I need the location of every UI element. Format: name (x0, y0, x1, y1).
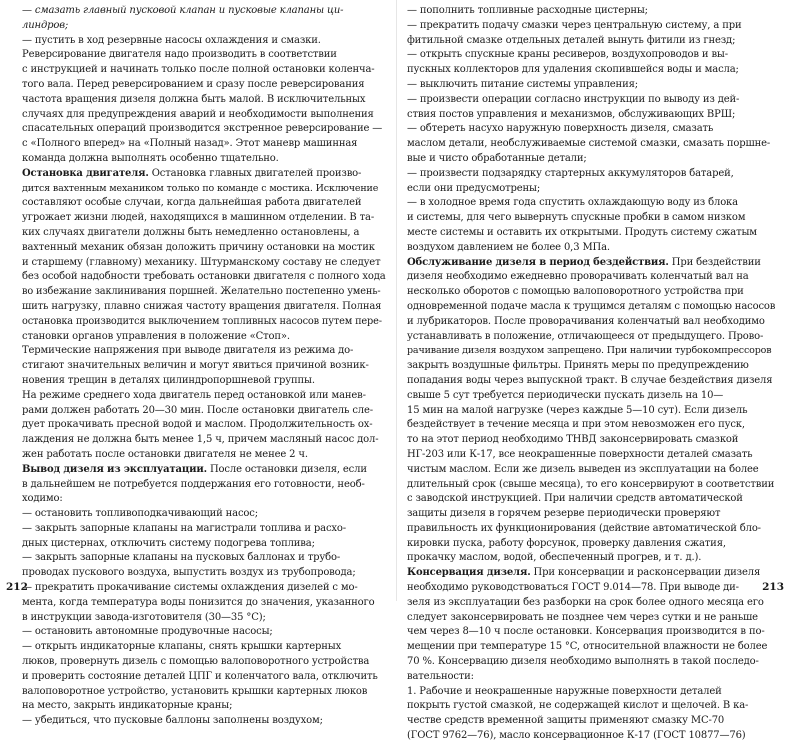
right-text-line (407, 640, 779, 655)
left-text-line (22, 182, 386, 197)
line-text: — произвести операции согласно инструкции по выводу из дей- (407, 93, 740, 105)
line-text: 15 мин на малой нагрузке (через каждые 5—10 сут). Если дизель (407, 404, 748, 416)
line-text: несколько оборотов с помощью валоповоротного устройства при (407, 286, 744, 298)
line-text: месте системы и оставить их открытыми. Продуть систему сжатым (407, 226, 757, 238)
line-text: — закрыть запорные клапаны на пусковых баллонах и трубо- (22, 552, 341, 564)
line-text: воздухом давлением не более 0,3 МПа. (407, 241, 610, 253)
line-text: правильность их функционирования (действие автоматической бло- (407, 522, 761, 534)
left-text-line (22, 374, 386, 389)
right-text-line (407, 522, 779, 537)
section-lead-text: После остановки дизеля, если (206, 463, 367, 475)
right-text-line (407, 122, 779, 137)
right-text-line (407, 137, 779, 152)
line-text: закрыть воздушные фильтры. Принять меры по предупреждению (407, 360, 749, 372)
left-text-line (22, 537, 386, 552)
left-text-line (22, 522, 386, 537)
line-text: и лубрикаторов. После проворачивания коленчатый вал необходимо (407, 315, 765, 327)
right-text-line (407, 729, 779, 744)
left-text-line (22, 63, 386, 78)
line-text: то на этот период необходимо ТНВД законсервировать смазкой (407, 434, 739, 446)
line-text: — открыть индикаторные клапаны, снять крышки картерных (22, 641, 342, 653)
line-text: чистым маслом. Если же дизель выведен из эксплуатации на более (407, 463, 759, 475)
line-text: мещении при температуре 15 °C, относительной влажности не более (407, 641, 768, 653)
left-text-line (22, 625, 386, 640)
line-text: — убедиться, что пусковые баллоны заполнены воздухом; (22, 715, 323, 727)
line-text: с заводской инструкцией. При наличии средств автоматической (407, 493, 743, 505)
left-text-line (22, 226, 386, 241)
left-text-line (22, 685, 386, 700)
section-heading: Вывод дизеля из эксплуатации. (22, 463, 207, 475)
line-text: Термические напряжения при выводе двигателя из режима до- (22, 345, 354, 357)
line-text: прокачку маслом, водой, обеспеченный прогрев, и т. д.). (407, 552, 702, 564)
left-text-line (22, 463, 386, 478)
line-text: и старшему (главному) механику. Штурманскому составу не следует (22, 256, 381, 268)
left-text-line (22, 330, 386, 345)
line-text: рачивание дизеля воздухом запрещено. При наличии турбокомпрессоров (407, 345, 772, 357)
line-text: вахтенный механик обязан доложить причину остановки на мостик (22, 241, 375, 253)
line-text: — прекратить прокачивание системы охлаждения дизелей с мо- (22, 582, 358, 594)
section-lead-text: При консервации и расконсервации дизеля (530, 567, 761, 579)
line-text: рами должен работать 20—30 мин. После остановки двигатель сле- (22, 404, 373, 416)
line-text: НГ-203 или К-17, все неокрашенные поверхности деталей смазать (407, 448, 753, 460)
line-text: спасательных операций производится экстренное реверсирование — (22, 123, 383, 135)
left-page-text (22, 4, 386, 729)
right-text-line (407, 300, 779, 315)
right-text-line (407, 374, 779, 389)
left-text-line (22, 418, 386, 433)
line-text: линдров; (22, 19, 69, 31)
line-text: 70 %. Консервацию дизеля необходимо выполнять в такой последо- (407, 656, 759, 668)
line-text: ходимо: (22, 493, 63, 505)
left-text-line (22, 285, 386, 300)
left-text-line (22, 137, 386, 152)
line-text: — выключить питание системы управления; (407, 78, 638, 90)
left-text-line (22, 34, 386, 49)
line-text: — пополнить топливные расходные цистерны; (407, 5, 648, 16)
line-text: бездействует в течение месяца и при этом невозможен его пуск, (407, 419, 745, 431)
line-text: люков, провернуть дизель с помощью валоповоротного устройства (22, 656, 370, 668)
line-text: одновременной подаче масла к трущимся деталям с помощью насосов (407, 300, 776, 312)
left-text-line (22, 196, 386, 211)
line-text: следует законсервировать не позднее чем через сутки и не раньше (407, 611, 758, 623)
right-text-line (407, 152, 779, 167)
line-text: — прекратить подачу смазки через центральную систему, а при (407, 19, 742, 31)
right-text-line (407, 108, 779, 123)
right-text-line (407, 625, 779, 640)
left-text-line (22, 670, 386, 685)
right-text-line (407, 196, 779, 211)
right-text-line (407, 492, 779, 507)
line-text: — обтереть насухо наружную поверхность дизеля, смазать (407, 123, 714, 135)
left-text-line (22, 270, 386, 285)
line-text: становки органов управления в положение «Стоп». (22, 330, 290, 342)
line-text: без особой надобности требовать остановки двигателя с полного хода (22, 271, 386, 283)
left-text-line (22, 611, 386, 626)
line-text: свыше 5 сут требуется периодически пускать дизель на 10— (407, 389, 724, 401)
line-text: покрыть густой смазкой, не содержащей кислот и щелочей. В ка- (407, 700, 749, 712)
line-text: ствия постов управления и механизмов, обслуживающих ВРШ; (407, 108, 736, 120)
right-text-line (407, 315, 779, 330)
line-text: с инструкцией и начинать только после полной остановки коленча- (22, 64, 375, 76)
left-text-line (22, 404, 386, 419)
line-text: необходимо руководствоваться ГОСТ 9.014—78. При выводе ди- (407, 582, 739, 594)
line-text: — пустить в ход резервные насосы охлаждения и смазки. (22, 34, 321, 46)
right-text-line (407, 670, 779, 685)
left-text-line (22, 78, 386, 93)
line-text: — произвести подзарядку стартерных аккумуляторов батарей, (407, 167, 734, 179)
line-text: в инструкции завода-изготовителя (30—35 °C); (22, 611, 266, 623)
line-text: дизеля необходимо ежедневно проворачивать коленчатый вал на (407, 271, 749, 283)
line-text: и системы, для чего вывернуть спускные пробки в самом низком (407, 212, 746, 224)
line-text: маслом детали, необслуживаемые системой смазки, смазать поршне- (407, 138, 771, 150)
line-text: жен работать после остановки двигателя не менее 2 ч. (22, 448, 308, 460)
line-text: Реверсирование двигателя надо производить в соответствии (22, 49, 337, 61)
left-text-line (22, 93, 386, 108)
line-text: команда должна выполнять особенно тщательно. (22, 152, 279, 164)
left-text-line (22, 167, 386, 182)
left-page (0, 0, 397, 727)
line-text: шить нагрузку, плавно снижая частоту вращения двигателя. Полная (22, 300, 382, 312)
section-heading: Обслуживание дизеля в период бездействия. (407, 256, 669, 268)
left-text-line (22, 152, 386, 167)
right-text-line (407, 93, 779, 108)
left-text-line (22, 596, 386, 611)
right-text-line (407, 344, 779, 359)
right-text-line (407, 211, 779, 226)
line-text: новения трещин в деталях цилиндропоршневой группы. (22, 374, 315, 386)
line-text: с «Полного вперед» на «Полный назад». Этот маневр машинная (22, 138, 358, 150)
line-text: составляют особые случаи, когда дальнейшая работа двигателей (22, 197, 362, 209)
right-text-line (407, 19, 779, 34)
left-text-line (22, 492, 386, 507)
right-text-line (407, 611, 779, 626)
left-text-line (22, 640, 386, 655)
left-text-line (22, 300, 386, 315)
left-text-line (22, 566, 386, 581)
left-text-line (22, 581, 386, 596)
right-text-line (407, 685, 779, 700)
right-text-line (407, 63, 779, 78)
line-text: на место, закрыть индикаторные краны; (22, 700, 233, 712)
right-text-line (407, 596, 779, 611)
line-text: частота вращения дизеля должна быть малой. В исключительных (22, 93, 366, 105)
left-text-line (22, 19, 386, 34)
line-text: и проверить состояние деталей ЦПГ и коленчатого вала, отключить (22, 670, 378, 682)
line-text: ких случаях двигатели должны быть немедленно остановлены, а (22, 226, 360, 238)
section-heading: Консервация дизеля. (407, 567, 531, 579)
right-text-line (407, 34, 779, 49)
right-text-line (407, 270, 779, 285)
line-text: дных цистернах, отключить систему подогрева топлива; (22, 537, 315, 549)
right-text-line (407, 433, 779, 448)
line-text: На режиме среднего хода двигатель перед остановкой или манев- (22, 389, 366, 401)
line-text: — остановить автономные продувочные насосы; (22, 626, 273, 638)
left-text-line (22, 699, 386, 714)
right-text-line (407, 226, 779, 241)
line-text: лаждения не должна быть менее 1,5 ч, причем масляный насос дол- (22, 434, 379, 446)
left-text-line (22, 359, 386, 374)
right-text-line (407, 404, 779, 419)
right-text-line (407, 389, 779, 404)
line-text: случаях для предупреждения аварий и необходимости выполнения (22, 108, 374, 120)
left-text-line (22, 655, 386, 670)
left-text-line (22, 315, 386, 330)
line-text: валоповоротное устройство, установить крышки картерных люков (22, 685, 368, 697)
right-text-line (407, 78, 779, 93)
line-text: вые и чисто обработанные детали; (407, 152, 587, 164)
left-text-line (22, 433, 386, 448)
right-text-line (407, 699, 779, 714)
line-text: 1. Рабочие и неокрашенные наружные поверхности деталей (407, 685, 722, 697)
left-text-line (22, 478, 386, 493)
right-text-line (407, 551, 779, 566)
line-text: если они предусмотрены; (407, 182, 541, 194)
right-text-line (407, 655, 779, 670)
line-text: — в холодное время года спустить охлаждающую воду из блока (407, 197, 738, 209)
right-text-line (407, 463, 779, 478)
line-text: во избежание заклинивания поршней. Желательно постепенно умень- (22, 286, 381, 298)
right-text-line (407, 359, 779, 374)
section-lead-text: Остановка главных двигателей произво- (148, 167, 362, 179)
line-text: длительный срок (свыше месяца), то его консервируют в соответствии (407, 478, 775, 490)
line-text: чем через 8—10 ч после остановки. Консервация производится в по- (407, 626, 765, 638)
line-text: вательности: (407, 670, 474, 682)
line-text: (ГОСТ 9762—76), масло консервационное К-17 (ГОСТ 10877—76) (407, 730, 746, 742)
line-text: — смазать главный пусковой клапан и пусковые клапаны ци- (22, 5, 344, 16)
right-text-line (407, 4, 779, 19)
line-text: — открыть спускные краны ресиверов, воздухопроводов и вы- (407, 49, 728, 61)
right-text-line (407, 241, 779, 256)
line-text: дует прокачивать пресной водой и маслом. Продолжительность ох- (22, 419, 373, 431)
left-text-line (22, 211, 386, 226)
right-text-line (407, 182, 779, 197)
left-text-line (22, 389, 386, 404)
left-text-line (22, 241, 386, 256)
left-text-line (22, 108, 386, 123)
right-text-line (407, 48, 779, 63)
line-text: — остановить топливоподкачивающий насос; (22, 508, 258, 520)
line-text: в дальнейшем не потребуется поддержания его готовности, необ- (22, 478, 365, 490)
left-text-line (22, 344, 386, 359)
right-page (397, 0, 794, 742)
right-text-line (407, 167, 779, 182)
line-text: попадания воды через выпускной тракт. В случае бездействия дизеля (407, 374, 773, 386)
left-text-line (22, 448, 386, 463)
right-text-line (407, 714, 779, 729)
right-text-line (407, 448, 779, 463)
right-text-line (407, 566, 779, 581)
line-text: пускных коллекторов для удаления скопившейся воды и масла; (407, 64, 739, 76)
left-text-line (22, 551, 386, 566)
right-text-line (407, 507, 779, 522)
line-text: кировки пуска, работу форсунок, проверку давления сжатия, (407, 537, 726, 549)
right-text-line (407, 478, 779, 493)
line-text: — закрыть запорные клапаны на магистрали топлива и расхо- (22, 522, 347, 534)
line-text: остановка производится выключением топливных насосов путем пере- (22, 315, 382, 327)
section-heading: Остановка двигателя. (22, 167, 149, 179)
right-text-line (407, 537, 779, 552)
left-text-line (22, 507, 386, 522)
right-page-text (407, 4, 779, 744)
left-text-line (22, 48, 386, 63)
left-page-number: 212 (6, 581, 28, 593)
line-text: фитильной смазке отдельных деталей вынуть фитили из гнезд; (407, 34, 736, 46)
line-text: угрожает жизни людей, находящихся в машинном отделении. В та- (22, 212, 375, 224)
line-text: защиты дизеля в горячем резерве периодически проверяют (407, 508, 721, 520)
right-text-line (407, 256, 779, 271)
line-text: мента, когда температура воды понизится до значения, указанного (22, 596, 375, 608)
right-text-line (407, 330, 779, 345)
line-text: того вала. Перед реверсированием и сразу после реверсирования (22, 78, 365, 90)
line-text: зеля из эксплуатации без разборки на срок более одного месяца его (407, 596, 764, 608)
line-text: честве средств временной защиты применяют смазку МС-70 (407, 715, 725, 727)
section-lead-text: При бездействии (668, 256, 761, 268)
right-text-line (407, 418, 779, 433)
right-page-number: 213 (762, 581, 784, 593)
left-text-line (22, 256, 386, 271)
left-text-line (22, 4, 386, 19)
right-text-line (407, 581, 779, 596)
line-text: стигают значительных величин и могут явиться причиной возник- (22, 360, 369, 372)
line-text: проводах пускового воздуха, выпустить воздух из трубопровода; (22, 567, 356, 579)
line-text: устанавливать в положение, отличающееся от предыдущего. Прово- (407, 330, 764, 342)
left-text-line (22, 122, 386, 137)
line-text: дится вахтенным механиком только по команде с мостика. Исключение (22, 182, 379, 194)
right-text-line (407, 285, 779, 300)
left-text-line (22, 714, 386, 729)
